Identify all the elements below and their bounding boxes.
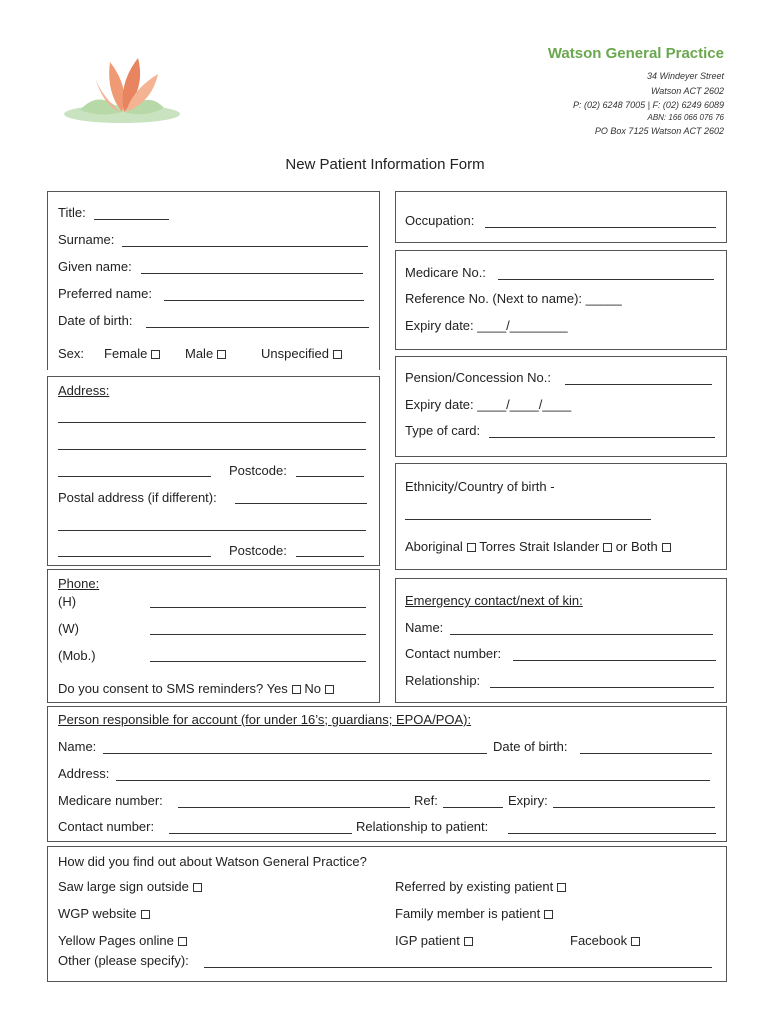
practice-po-box: PO Box 7125 Watson ACT 2602 [594,126,724,136]
emergency-relationship-field[interactable] [490,687,714,688]
referral-existing-label: Referred by existing patient [395,879,554,894]
responsible-address-label: Address: [58,766,110,781]
referral-yellow-pages-label: Yellow Pages online [58,933,174,948]
postcode2-label: Postcode: [229,543,287,558]
practice-street: 34 Windeyer Street [647,71,724,81]
responsible-name-field[interactable] [103,753,487,754]
phone-home-field[interactable] [150,607,366,608]
card-type-label: Type of card: [405,423,481,438]
address-line-3[interactable] [58,476,211,477]
phone-mobile-label: (Mob.) [58,648,96,663]
referral-family-checkbox[interactable] [544,910,553,919]
referral-family-label: Family member is patient [395,906,541,921]
referral-existing-option[interactable] [395,879,566,895]
postal-address-line-2[interactable] [58,530,366,531]
emergency-contact-label: Contact number: [405,646,502,661]
torres-label: Torres Strait Islander [479,539,600,554]
phone-work-field[interactable] [150,634,366,635]
address-line-2[interactable] [58,449,366,450]
address-heading: Address: [58,383,110,398]
phone-home-label: (H) [58,594,77,609]
practice-name: Watson General Practice [547,45,724,62]
responsible-expiry-label: Expiry: [508,793,548,808]
card-type-field[interactable] [489,437,715,438]
postal-address-label: Postal address (if different): [58,490,217,505]
indigenous-status [405,539,671,555]
practice-abn: ABN: 166 066 076 76 [647,113,724,122]
emergency-relationship-label: Relationship: [405,673,481,688]
referral-igp-label: IGP patient [395,933,460,948]
referral-igp-checkbox[interactable] [464,937,473,946]
both-checkbox[interactable] [662,543,671,552]
referral-sign-label: Saw large sign outside [58,879,189,894]
sex-label: Sex: [58,346,85,361]
responsible-ref-label: Ref: [414,793,438,808]
address-line-1[interactable] [58,422,366,423]
sms-question: Do you consent to SMS reminders? Yes [58,681,288,696]
phone-heading: Phone: [58,576,100,591]
emergency-name-field[interactable] [450,634,713,635]
referral-facebook-label: Facebook [570,933,628,948]
medicare-number-label: Medicare No.: [405,265,486,280]
pension-expiry[interactable]: Expiry date: ____/____/____ [405,397,572,412]
responsible-relationship-field[interactable] [508,833,716,834]
occupation-label: Occupation: [405,213,475,228]
preferred-name-label: Preferred name: [58,286,152,301]
responsible-medicare-label: Medicare number: [58,793,163,808]
postcode2-field[interactable] [296,556,364,557]
sex-female-label: Female [104,346,148,361]
practice-suburb: Watson ACT 2602 [650,86,724,96]
sex-unspecified-label: Unspecified [261,346,329,361]
dob-label: Date of birth: [58,313,133,328]
torres-checkbox[interactable] [603,543,612,552]
postcode-field[interactable] [296,476,364,477]
postcode-label: Postcode: [229,463,287,478]
pension-number-field[interactable] [565,384,712,385]
referral-website-checkbox[interactable] [141,910,150,919]
medicare-reference[interactable]: Reference No. (Next to name): _____ [405,291,622,306]
lotus-logo-icon [60,48,185,128]
responsible-medicare-field[interactable] [178,807,410,808]
referral-sign-checkbox[interactable] [193,883,202,892]
referral-facebook-option[interactable] [570,933,640,949]
address-box [47,376,380,566]
referral-other-label: Other (please specify): [58,953,189,968]
referral-family-option[interactable] [395,906,553,922]
referral-other-field[interactable] [204,967,712,968]
sms-no-label: No [304,681,322,696]
referral-yellow-pages-checkbox[interactable] [178,937,187,946]
referral-facebook-checkbox[interactable] [631,937,640,946]
referral-existing-checkbox[interactable] [557,883,566,892]
phone-work-label: (W) [58,621,79,636]
ethnicity-field[interactable] [405,519,651,520]
phone-mobile-field[interactable] [150,661,366,662]
given-name-label: Given name: [58,259,132,274]
surname-label: Surname: [58,232,115,247]
postal-address-line-3[interactable] [58,556,211,557]
postal-address-field[interactable] [235,503,367,504]
sms-consent [58,681,334,697]
medicare-number-field[interactable] [498,279,714,280]
personal-details-box [47,191,380,370]
responsible-contact-label: Contact number: [58,819,155,834]
emergency-contact-field[interactable] [513,660,716,661]
medicare-expiry[interactable]: Expiry date: ____/________ [405,318,568,333]
sms-yes-checkbox[interactable] [292,685,301,694]
responsible-expiry-field[interactable] [553,807,715,808]
aboriginal-label: Aboriginal [405,539,463,554]
occupation-field[interactable] [485,227,716,228]
referral-question: How did you find out about Watson General Practice? [58,854,367,869]
responsible-dob-field[interactable] [580,753,712,754]
responsible-relationship-label: Relationship to patient: [356,819,489,834]
responsible-address-field[interactable] [116,780,710,781]
form-title: New Patient Information Form [285,156,485,173]
both-label: or Both [615,539,658,554]
responsible-dob-label: Date of birth: [493,739,568,754]
responsible-contact-field[interactable] [169,833,352,834]
emergency-heading: Emergency contact/next of kin: [405,593,583,608]
aboriginal-checkbox[interactable] [467,543,476,552]
sex-male-label: Male [185,346,214,361]
referral-igp-option[interactable] [395,933,473,949]
referral-sign-option[interactable] [58,879,202,895]
responsible-ref-field[interactable] [443,807,503,808]
ethnicity-label: Ethnicity/Country of birth - [405,479,555,494]
referral-website-option[interactable] [58,906,150,922]
practice-phone-fax: P: (02) 6248 7005 | F: (02) 6249 6089 [573,100,724,110]
responsible-name-label: Name: [58,739,97,754]
responsible-heading: Person responsible for account (for under 16’s; guardians; EPOA/POA): [58,712,472,727]
referral-yellow-pages-option[interactable] [58,933,187,949]
referral-website-label: WGP website [58,906,137,921]
pension-number-label: Pension/Concession No.: [405,370,551,385]
title-label: Title: [58,205,86,220]
emergency-name-label: Name: [405,620,444,635]
sms-no-checkbox[interactable] [325,685,334,694]
